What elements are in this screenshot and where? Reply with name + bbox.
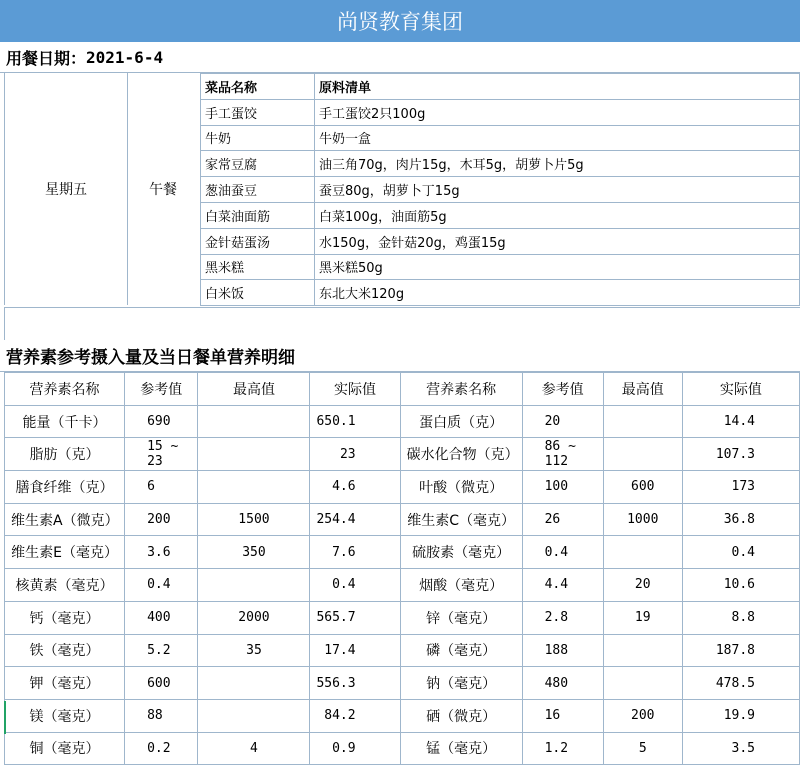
nutrient-name-cell[interactable]: 铜（毫克）: [5, 732, 125, 765]
nutrition-table: [4, 372, 800, 765]
reference-value-cell[interactable]: 600: [125, 667, 198, 700]
actual-value-cell[interactable]: 19.9: [682, 699, 799, 732]
table-row: [201, 254, 800, 280]
menu-table: [200, 73, 800, 306]
dish-name-cell[interactable]: 葱油蚕豆: [201, 177, 315, 203]
table-row: [5, 503, 800, 536]
max-value-cell[interactable]: [603, 438, 682, 471]
max-value-cell[interactable]: 200: [603, 699, 682, 732]
dish-name-cell[interactable]: 家常豆腐: [201, 151, 315, 177]
meal-date-value: 2021-6-4: [86, 47, 164, 67]
nutrient-name-cell[interactable]: 磷（毫克）: [400, 634, 522, 667]
actual-value-cell[interactable]: 4.6: [310, 471, 400, 504]
max-value-cell[interactable]: [198, 405, 310, 438]
nutrient-name-cell[interactable]: 钙（毫克）: [5, 601, 125, 634]
table-row: [5, 699, 800, 732]
table-row: [5, 438, 800, 471]
dish-name-cell[interactable]: 白米饭: [201, 280, 315, 306]
actual-value-cell[interactable]: 650.1: [310, 405, 400, 438]
nutrition-section-title: 营养素参考摄入量及当日餐单营养明细: [0, 340, 800, 372]
dish-name-cell[interactable]: 白菜油面筋: [201, 202, 315, 228]
table-row: [5, 601, 800, 634]
actual-value-cell[interactable]: 173: [682, 471, 799, 504]
actual-value-cell[interactable]: 254.4: [310, 503, 400, 536]
nutrition-column-header[interactable]: 最高值: [198, 373, 310, 406]
nutrient-name-cell[interactable]: 钾（毫克）: [5, 667, 125, 700]
max-value-cell[interactable]: 5: [603, 732, 682, 765]
nutrient-name-cell[interactable]: 钠（毫克）: [400, 667, 522, 700]
nutrient-name-cell[interactable]: 脂肪（克）: [5, 438, 125, 471]
reference-value-cell[interactable]: 480: [522, 667, 603, 700]
dish-name-cell[interactable]: 牛奶: [201, 125, 315, 151]
nutrient-name-cell[interactable]: 镁（毫克）: [5, 699, 125, 732]
max-value-cell[interactable]: [198, 699, 310, 732]
page-title: 尚贤教育集团: [0, 0, 800, 42]
nutrient-name-cell[interactable]: 能量（千卡）: [5, 405, 125, 438]
reference-value-cell[interactable]: 2.8: [522, 601, 603, 634]
reference-value-cell[interactable]: 5.2: [125, 634, 198, 667]
actual-value-cell[interactable]: 8.8: [682, 601, 799, 634]
nutrition-column-header[interactable]: 最高值: [603, 373, 682, 406]
table-row: [201, 125, 800, 151]
max-value-cell[interactable]: [198, 438, 310, 471]
menu-header-row: [201, 74, 800, 100]
reference-value-cell[interactable]: 3.6: [125, 536, 198, 569]
actual-value-cell[interactable]: 84.2: [310, 699, 400, 732]
table-row: [5, 405, 800, 438]
dish-name-cell[interactable]: 手工蛋饺: [201, 99, 315, 125]
reference-value-cell[interactable]: 0.4: [125, 569, 198, 602]
weekday-cell[interactable]: 星期五: [4, 73, 128, 305]
actual-value-cell[interactable]: 0.4: [682, 536, 799, 569]
reference-value-cell[interactable]: 0.2: [125, 732, 198, 765]
reference-value-cell[interactable]: 16: [522, 699, 603, 732]
reference-value-cell[interactable]: 20: [522, 405, 603, 438]
ingredients-cell[interactable]: 白菜100g，油面筋5g: [315, 202, 800, 228]
max-value-cell[interactable]: [603, 405, 682, 438]
reference-value-cell[interactable]: 100: [522, 471, 603, 504]
max-value-cell[interactable]: [198, 471, 310, 504]
max-value-cell[interactable]: 1000: [603, 503, 682, 536]
table-row: [5, 471, 800, 504]
nutrition-column-header[interactable]: 参考值: [125, 373, 198, 406]
ingredients-cell[interactable]: 蚕豆80g，胡萝卜丁15g: [315, 177, 800, 203]
nutrition-column-header[interactable]: 营养素名称: [400, 373, 522, 406]
max-value-cell[interactable]: [603, 634, 682, 667]
meal-type-cell[interactable]: 午餐: [126, 73, 201, 305]
nutrition-column-header[interactable]: 实际值: [310, 373, 400, 406]
actual-value-cell[interactable]: 0.4: [310, 569, 400, 602]
max-value-cell[interactable]: [603, 536, 682, 569]
table-row: [201, 202, 800, 228]
nutrient-name-cell[interactable]: 膳食纤维（克）: [5, 471, 125, 504]
nutrition-header-row: [5, 373, 800, 406]
actual-value-cell[interactable]: 7.6: [310, 536, 400, 569]
max-value-cell[interactable]: 600: [603, 471, 682, 504]
reference-value-cell[interactable]: 6: [125, 471, 198, 504]
max-value-cell[interactable]: [198, 667, 310, 700]
table-row: [5, 569, 800, 602]
actual-value-cell[interactable]: 10.6: [682, 569, 799, 602]
nutrient-name-cell[interactable]: 叶酸（微克）: [400, 471, 522, 504]
actual-value-cell[interactable]: 556.3: [310, 667, 400, 700]
meal-date-label: 用餐日期：: [6, 48, 87, 68]
actual-value-cell[interactable]: 565.7: [310, 601, 400, 634]
table-row: [201, 228, 800, 254]
dish-name-cell[interactable]: 黑米糕: [201, 254, 315, 280]
max-value-cell[interactable]: 2000: [198, 601, 310, 634]
blank-row[interactable]: [4, 307, 800, 340]
table-row: [5, 667, 800, 700]
ingredients-column-header[interactable]: 原料清单: [315, 74, 800, 100]
table-row: [201, 99, 800, 125]
actual-value-cell[interactable]: 107.3: [682, 438, 799, 471]
actual-value-cell[interactable]: 14.4: [682, 405, 799, 438]
ingredients-cell[interactable]: 牛奶一盒: [315, 125, 800, 151]
nutrient-name-cell[interactable]: 维生素E（毫克）: [5, 536, 125, 569]
table-row: [5, 634, 800, 667]
ingredients-cell[interactable]: 手工蛋饺2只100g: [315, 99, 800, 125]
max-value-cell[interactable]: [603, 667, 682, 700]
nutrient-name-cell[interactable]: 铁（毫克）: [5, 634, 125, 667]
nutrient-name-cell[interactable]: 维生素C（毫克）: [400, 503, 522, 536]
menu-section: [0, 73, 800, 307]
max-value-cell[interactable]: 1500: [198, 503, 310, 536]
actual-value-cell[interactable]: 17.4: [310, 634, 400, 667]
row-selection-marker: [4, 701, 6, 734]
max-value-cell[interactable]: 4: [198, 732, 310, 765]
dish-name-cell[interactable]: 金针菇蛋汤: [201, 228, 315, 254]
nutrient-name-cell[interactable]: 硫胺素（毫克）: [400, 536, 522, 569]
ingredients-cell[interactable]: 油三角70g，肉片15g，木耳5g，胡萝卜片5g: [315, 151, 800, 177]
nutrient-name-cell[interactable]: 蛋白质（克）: [400, 405, 522, 438]
actual-value-cell[interactable]: 3.5: [682, 732, 799, 765]
nutrient-name-cell[interactable]: 维生素A（微克）: [5, 503, 125, 536]
table-row: [5, 536, 800, 569]
reference-value-cell[interactable]: 4.4: [522, 569, 603, 602]
actual-value-cell[interactable]: 36.8: [682, 503, 799, 536]
max-value-cell[interactable]: 35: [198, 634, 310, 667]
nutrient-name-cell[interactable]: 硒（微克）: [400, 699, 522, 732]
reference-value-cell[interactable]: 86 ~ 112: [522, 438, 603, 471]
actual-value-cell[interactable]: 23: [310, 438, 400, 471]
reference-value-cell[interactable]: 0.4: [522, 536, 603, 569]
reference-value-cell[interactable]: 26: [522, 503, 603, 536]
nutrient-name-cell[interactable]: 核黄素（毫克）: [5, 569, 125, 602]
max-value-cell[interactable]: 20: [603, 569, 682, 602]
reference-value-cell[interactable]: 200: [125, 503, 198, 536]
max-value-cell[interactable]: 350: [198, 536, 310, 569]
reference-value-cell[interactable]: 400: [125, 601, 198, 634]
nutrition-column-header[interactable]: 营养素名称: [5, 373, 125, 406]
reference-value-cell[interactable]: 1.2: [522, 732, 603, 765]
ingredients-cell[interactable]: 东北大米120g: [315, 280, 800, 306]
actual-value-cell[interactable]: 187.8: [682, 634, 799, 667]
dish-column-header[interactable]: 菜品名称: [201, 74, 315, 100]
nutrition-column-header[interactable]: 参考值: [522, 373, 603, 406]
nutrient-name-cell[interactable]: 碳水化合物（克）: [400, 438, 522, 471]
ingredients-cell[interactable]: 黑米糕50g: [315, 254, 800, 280]
max-value-cell[interactable]: 19: [603, 601, 682, 634]
reference-value-cell[interactable]: 188: [522, 634, 603, 667]
nutrition-column-header[interactable]: 实际值: [682, 373, 799, 406]
max-value-cell[interactable]: [198, 569, 310, 602]
table-row: [201, 177, 800, 203]
meal-date-row[interactable]: [0, 42, 800, 73]
reference-value-cell[interactable]: 88: [125, 699, 198, 732]
ingredients-cell[interactable]: 水150g，金针菇20g，鸡蛋15g: [315, 228, 800, 254]
table-row: [5, 732, 800, 765]
reference-value-cell[interactable]: 15 ~ 23: [125, 438, 198, 471]
nutrient-name-cell[interactable]: 锰（毫克）: [400, 732, 522, 765]
reference-value-cell[interactable]: 690: [125, 405, 198, 438]
table-row: [201, 280, 800, 306]
actual-value-cell[interactable]: 0.9: [310, 732, 400, 765]
nutrient-name-cell[interactable]: 烟酸（毫克）: [400, 569, 522, 602]
actual-value-cell[interactable]: 478.5: [682, 667, 799, 700]
nutrient-name-cell[interactable]: 锌（毫克）: [400, 601, 522, 634]
table-row: [201, 151, 800, 177]
